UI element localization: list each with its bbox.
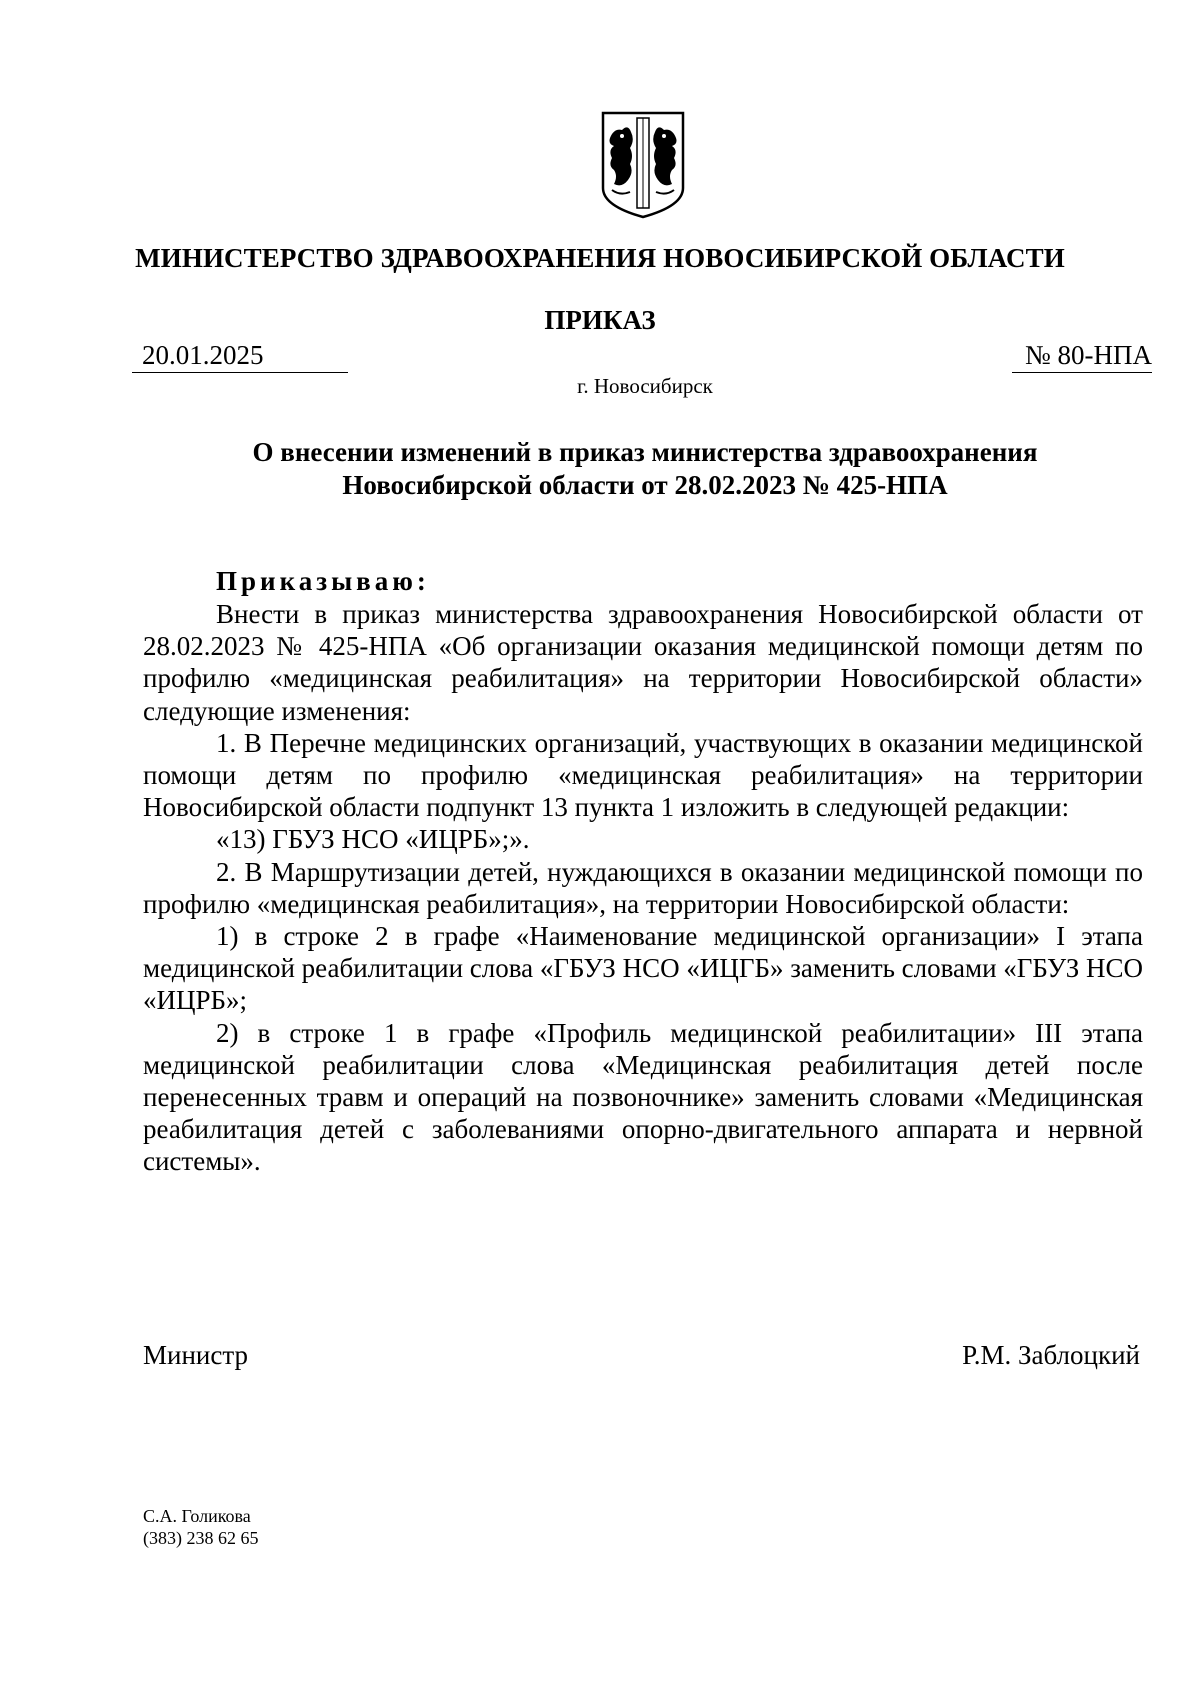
subject-line-1: О внесении изменений в приказ министерства здравоохранения (252, 437, 1038, 467)
paragraph: «13) ГБУЗ НСО «ИЦРБ»;». (216, 824, 530, 855)
order-city: г. Новосибирск (577, 374, 713, 398)
orders-word: Приказываю: (216, 566, 430, 596)
order-date: 20.01.2025 (132, 338, 348, 373)
signatory-name: Р.М. Заблоцкий (962, 1340, 1140, 1370)
paragraph: 2. В Маршрутизации детей, нуждающихся в оказании медицинской помощи по профилю «медицинская реабилитация», на территории Новосибирской области: (143, 856, 1143, 919)
order-number: № 80-НПА (1025, 340, 1152, 370)
signatory-role: Министр (143, 1340, 248, 1370)
paragraph: Внести в приказ министерства здравоохранения Новосибирской области от 28.02.2023 № 425-НПА «Об организации оказания медицинской помощи детям по профилю «медицинская реабилитация» на территории Новосибирской области» следующие изменения: (143, 599, 1143, 726)
paragraph: 1) в строке 2 в графе «Наименование медицинской организации» I этапа медицинской реабилитации слова «ГБУЗ НСО «ИЦГБ» заменить словами «ГБУЗ НСО «ИЦРБ»; (143, 921, 1144, 1016)
order-subject (160, 436, 1130, 502)
paragraph: 2) в строке 1 в графе «Профиль медицинской реабилитации» III этапа медицинской реабилитации слова «Медицинская реабилитация детей после перенесенных травм и операций на позвоночнике» заменить словами «Медицинская реабилитация детей с заболеваниями опорно-двигательного аппарата и нервной системы». (143, 1017, 1143, 1177)
paragraph: 1. В Перечне медицинских организаций, участвующих в оказании медицинской помощи детям по профилю «медицинская реабилитация» на территории Новосибирской области подпункт 13 пункта 1 изложить в следующей редакции: (143, 727, 1143, 823)
order-body (143, 598, 1143, 1178)
ministry-name: МИНИСТЕРСТВО ЗДРАВООХРАНЕНИЯ НОВОСИБИРСКОЙ ОБЛАСТИ (135, 243, 1065, 273)
executor-phone: (383) 238 62 65 (143, 1528, 259, 1548)
document-type: ПРИКАЗ (544, 305, 656, 335)
executor-name: С.А. Голикова (143, 1506, 251, 1526)
order-number-field (1012, 338, 1152, 373)
subject-line-2: Новосибирской области от 28.02.2023 № 425-НПА (342, 470, 948, 500)
executor-block (143, 1505, 259, 1549)
coat-of-arms-icon (600, 110, 686, 220)
